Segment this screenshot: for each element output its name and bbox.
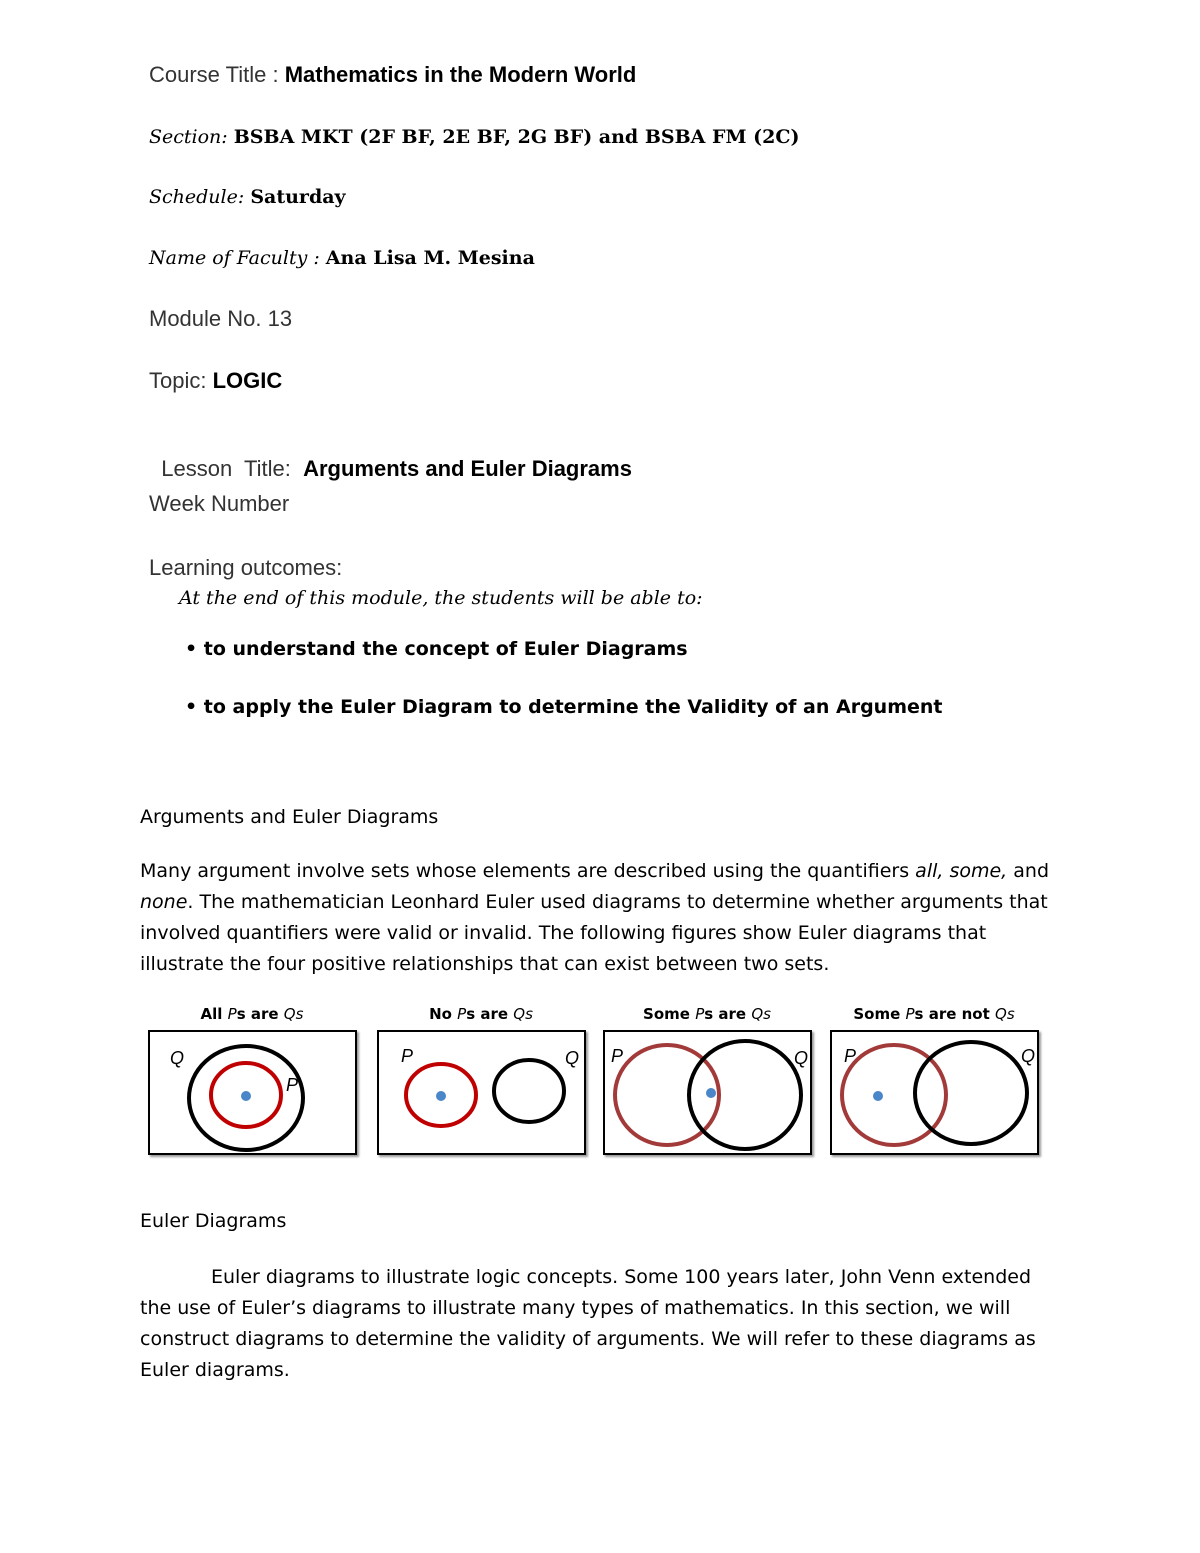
caption-text: All [200,1005,228,1023]
course-title-row [149,62,636,88]
section-heading-euler: Euler Diagrams [140,1210,287,1232]
euler-figure-all [148,1030,357,1155]
set-q-label: Q [170,1048,185,1068]
euler-diagram-all [150,1032,355,1153]
para-line: Euler diagrams. [140,1359,290,1381]
para-quantifiers: all, some, [915,860,1008,882]
topic-value: LOGIC [212,368,283,393]
section-heading-arguments: Arguments and Euler Diagrams [140,806,439,828]
figure-caption-all [148,1005,356,1023]
para-none: none [140,891,188,913]
caption-var: P [905,1005,915,1023]
figure-caption-some-not [830,1005,1038,1023]
faculty-value: Ana Lisa M. Mesina [325,247,535,269]
para-text: and [1007,860,1050,882]
course-title-value: Mathematics in the Modern World [284,62,637,87]
caption-text: s [763,1005,771,1023]
para-line: illustrate the four positive relationships that can exist between two sets. [140,953,830,975]
caption-text: Some [643,1005,696,1023]
outcome-item [185,638,688,660]
lesson-title-row [149,430,632,482]
euler-diagram-some-not [832,1032,1037,1153]
element-point [436,1091,446,1101]
euler-diagram-no [379,1032,584,1153]
euler-figure-some-not [830,1030,1039,1155]
caption-var: Q [513,1005,526,1023]
bullet-icon: • [185,638,204,660]
set-q-label: Q [1021,1046,1036,1066]
element-point [241,1091,251,1101]
caption-var: Q [995,1005,1007,1023]
intro-paragraph [140,856,1049,980]
element-point [706,1088,716,1098]
set-q-circle [494,1060,564,1122]
topic-row [149,368,282,394]
caption-text: s are [466,1005,514,1023]
schedule-row [149,186,346,208]
section-label: Section: [149,126,234,148]
section-row [149,126,800,148]
outcome-item-text: to apply the Euler Diagram to determine the Validity of an Argument [203,696,943,718]
topic-label: Topic: [149,368,213,393]
module-number: Module No. 13 [149,306,293,331]
caption-text: s are not [914,1005,995,1023]
set-p-label: P [844,1046,857,1066]
section-value: BSBA MKT (2F BF, 2E BF, 2G BF) and BSBA FM (2C) [233,126,800,148]
element-point [873,1091,883,1101]
week-number: Week Number [149,491,290,516]
set-q-label: Q [565,1048,580,1068]
bullet-icon: • [185,696,204,718]
caption-text: No [429,1005,458,1023]
para-text: Many argument involve sets whose elements are described using the quantifiers [140,860,916,882]
caption-text: s are [704,1005,752,1023]
caption-var: Q [751,1005,764,1023]
para-line: construct diagrams to determine the validity of arguments. We will refer to these diagrams as [140,1328,1036,1350]
para-line: Euler diagrams to illustrate logic concepts. Some 100 years later, John Venn extended [211,1266,1032,1288]
course-title-label: Course Title : [149,62,285,87]
outcome-item [185,696,942,718]
caption-var: P [457,1005,467,1023]
caption-text: Some [853,1005,906,1023]
euler-figure-no [377,1030,586,1155]
caption-text: s [295,1005,304,1023]
caption-var: P [227,1005,237,1023]
caption-var: Q [283,1005,296,1023]
set-q-circle [915,1042,1027,1144]
faculty-row [149,247,535,269]
caption-var: P [695,1005,705,1023]
lesson-title-value: Arguments and Euler Diagrams [303,456,632,481]
set-q-label: Q [794,1048,809,1068]
euler-paragraph [140,1262,1036,1386]
faculty-label: Name of Faculty : [149,247,326,269]
figure-caption-no [377,1005,585,1023]
caption-text: s are [236,1005,284,1023]
para-line: involved quantifiers were valid or invalid. The following figures show Euler diagrams that [140,922,987,944]
set-p-label: P [611,1046,624,1066]
schedule-label: Schedule: [149,186,251,208]
lesson-title-label: Lesson Title: [161,456,304,481]
outcomes-intro: At the end of this module, the students will be able to: [179,587,703,609]
figure-caption-some [603,1005,811,1023]
euler-diagram-some [605,1032,810,1153]
set-p-label: P [401,1046,414,1066]
para-text: . The mathematician Leonhard Euler used diagrams to determine whether arguments that [187,891,1048,913]
euler-figure-some [603,1030,812,1155]
set-p-label: P [286,1075,299,1095]
set-q-circle [689,1041,801,1149]
para-line: the use of Euler’s diagrams to illustrate many types of mathematics. In this section, we will [140,1297,1011,1319]
caption-text: s [1006,1005,1015,1023]
caption-text: s [525,1005,533,1023]
schedule-value: Saturday [250,186,346,208]
outcomes-heading: Learning outcomes: [149,555,343,580]
outcome-item-text: to understand the concept of Euler Diagrams [203,638,688,660]
